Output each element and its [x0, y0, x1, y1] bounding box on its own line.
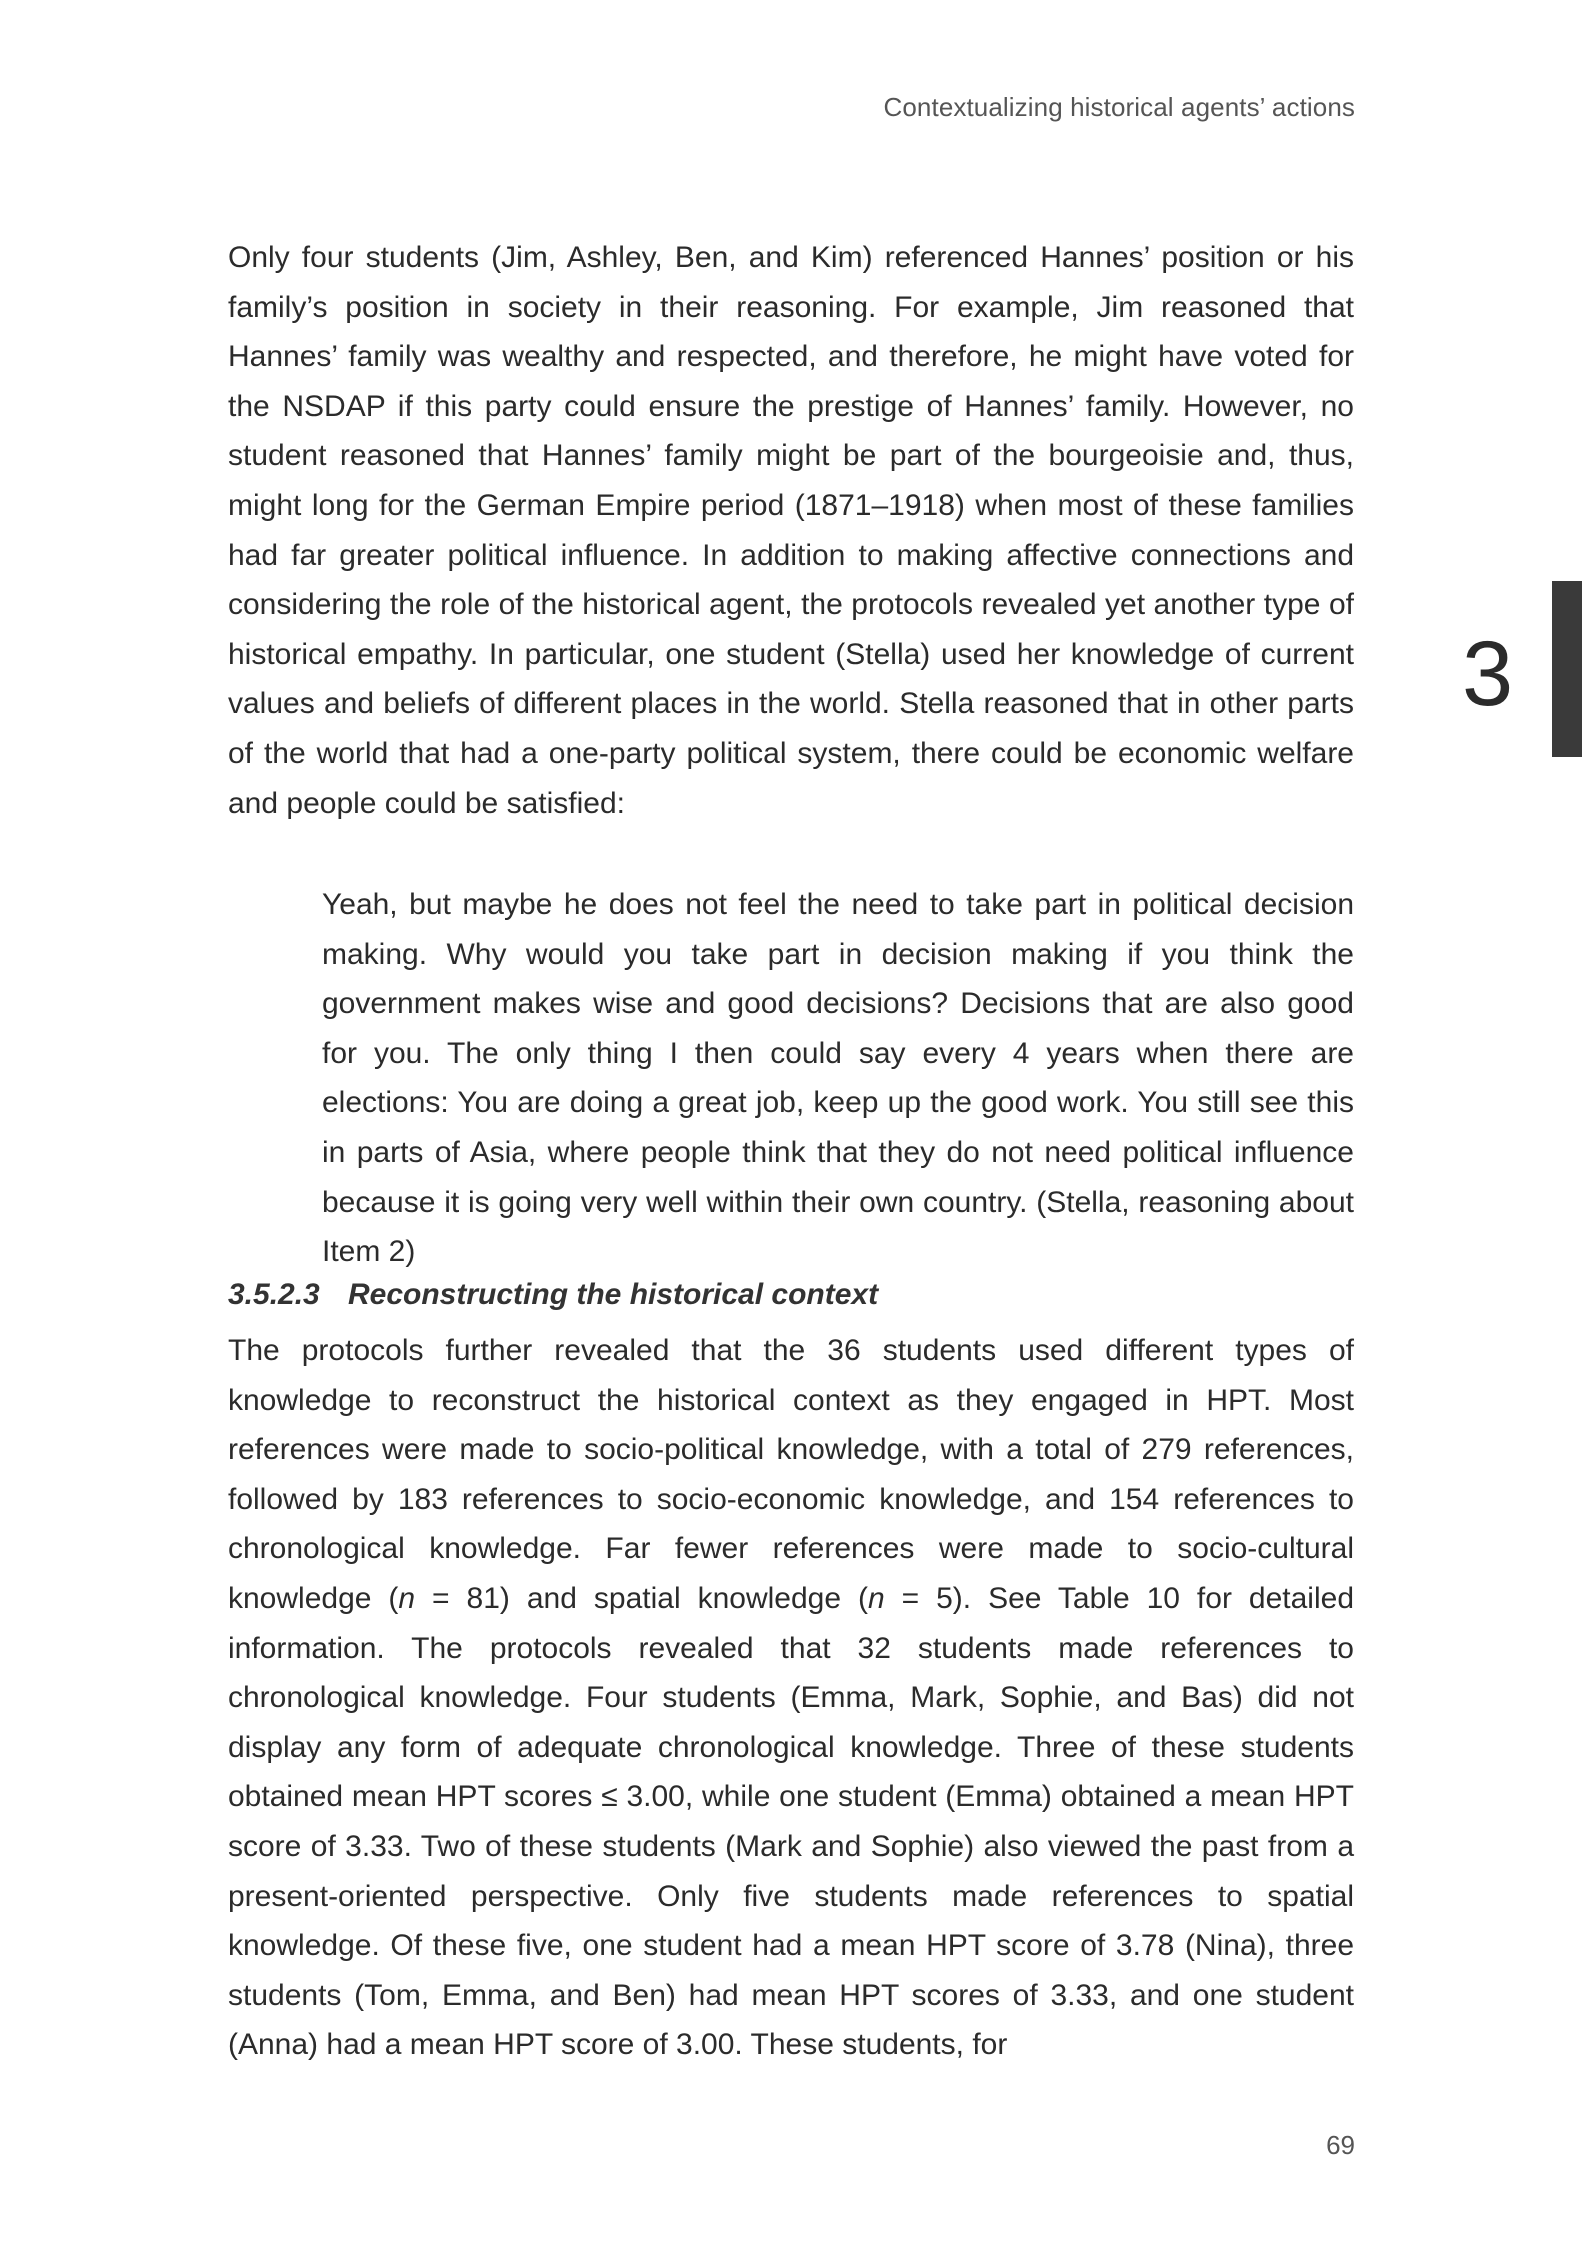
- running-head: Contextualizing historical agents’ actions: [883, 92, 1355, 122]
- chapter-tab: [1552, 581, 1582, 757]
- body-paragraph-1: Only four students (Jim, Ashley, Ben, and Kim) referenced Hannes’ position or his family’s position in society in their reasoning. For example, Jim reasoned that Hannes’ family was wealthy and respected, and therefore, he might have voted for the NSDAP if this party could ensure the prestige of Hannes’ family. However, no student reasoned that Hannes’ family might be part of the bourgeoisie and, thus, might long for the German Empire period (1871–1918) when most of these families had far greater political influence. In addition to making affective connections and considering the role of the historical agent, the protocols revealed yet another type of historical empathy. In particular, one student (Stella) used her knowledge of current values and beliefs of different places in the world. Stella reasoned that in other parts of the world that had a one-party political system, there could be economic welfare and people could be satisfied:: [228, 241, 1354, 820]
- paragraph2-text-3: = 5). See Table 10 for detailed information. The protocols revealed that 32 students made references to chronological knowledge. Four students (Emma, Mark, Sophie, and Bas) did not display any form of adequate chronological knowledge. Three of these students obtained mean HPT scores ≤ 3.00, while one student (Emma) obtained a mean HPT score of 3.33. Two of these students (Mark and Sophie) also viewed the past from a present-oriented perspective. Only five students made references to spatial knowledge. Of these five, one student had a mean HPT score of 3.78 (Nina), three students (Tom, Emma, and Ben) had mean HPT scores of 3.33, and one student (Anna) had a mean HPT score of 3.00. These students, for: [228, 1581, 1354, 2062]
- block-quote: Yeah, but maybe he does not feel the need to take part in political decision making. Why would you take part in decision making if you think the government makes wise and good decisions? Decisions that are also good for you. The only thing I then could say every 4 years when there are elections: You are doing a great job, keep up the good work. You still see this in parts of Asia, where people think that they do not need political influence because it is going very well within their own country. (Stella, reasoning about Item 2): [322, 888, 1354, 1269]
- subsection-number: 3.5.2.3: [228, 1278, 320, 1311]
- paragraph2-text-1: The protocols further revealed that the 36 students used different types of knowledge to reconstruct the historical context as they engaged in HPT. Most references were made to socio-political knowledge, with a total of 279 references, followed by 183 references to socio-economic knowledge, and 154 references to chronological knowledge. Far fewer references were made to socio-cultural knowledge (: [228, 1334, 1354, 1615]
- page-number: 69: [1326, 2130, 1355, 2160]
- n-symbol: n: [867, 1581, 885, 1615]
- paragraph2-text-2: = 81) and spatial knowledge (: [415, 1581, 868, 1615]
- subsection-title: Reconstructing the historical context: [348, 1278, 879, 1311]
- body-paragraph-2: [228, 1326, 1354, 2070]
- n-symbol: n: [398, 1581, 416, 1615]
- chapter-number: 3: [1462, 623, 1514, 725]
- subsection-heading: [228, 1278, 878, 1312]
